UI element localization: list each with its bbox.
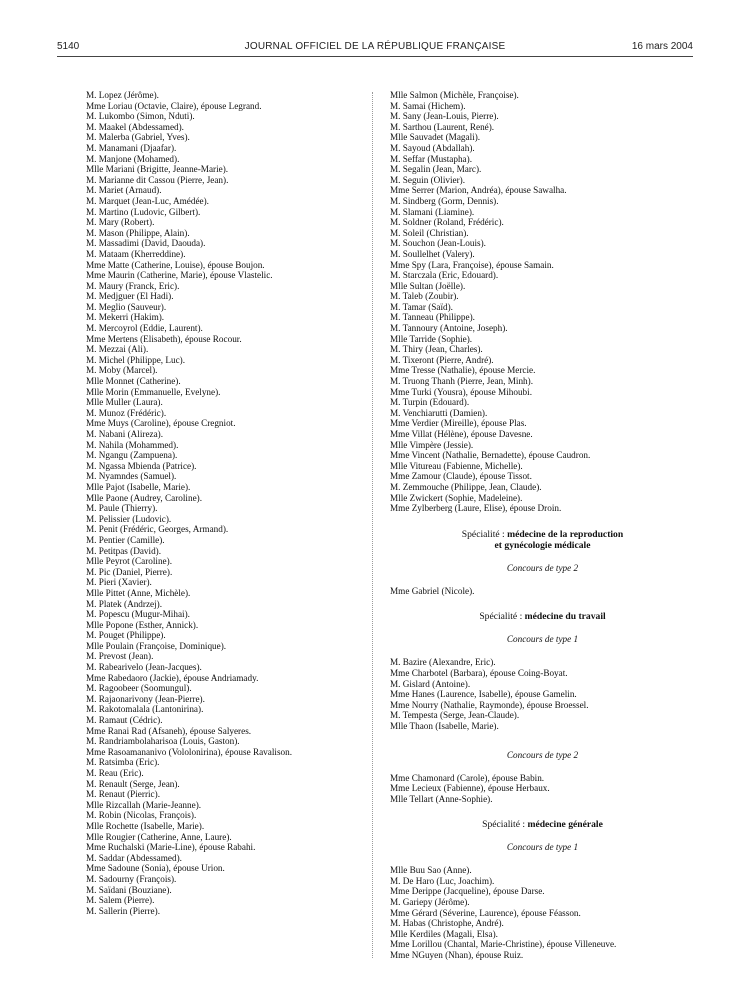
list-item: M. Seffar (Mustapha). bbox=[390, 153, 472, 164]
list-item: Mlle Popone (Esther, Annick). bbox=[86, 619, 199, 630]
list-item: M. Tempesta (Serge, Jean-Claude). bbox=[390, 710, 520, 721]
list-item: M. Malerba (Gabriel, Yves). bbox=[86, 132, 190, 143]
list-item: M. Zemmouche (Philippe, Jean, Claude). bbox=[390, 481, 542, 492]
list-item: M. Platek (Andrzej). bbox=[86, 598, 163, 609]
list-item: M. Taleb (Zoubir). bbox=[390, 291, 459, 302]
list-item: Mme Gabriel (Nicole). bbox=[390, 585, 475, 596]
specialty-heading-reproduction bbox=[390, 529, 695, 540]
list-item: Mlle Sultan (Joëlle). bbox=[390, 280, 466, 291]
list-item: M. Nahila (Mohammed). bbox=[86, 439, 179, 450]
list-item: Mlle Peyrot (Caroline). bbox=[86, 556, 172, 567]
list-item: Mme Vincent (Nathalie, Bernadette), épouse Caudron. bbox=[390, 450, 591, 461]
page-header bbox=[57, 41, 693, 57]
list-item: Mlle Monnet (Catherine). bbox=[86, 376, 181, 387]
list-item: M. Slamani (Liamine). bbox=[390, 206, 475, 217]
concours-type-heading: Concours de type 1 bbox=[506, 634, 579, 645]
right-column bbox=[390, 90, 695, 961]
list-item: Mlle Muller (Laura). bbox=[86, 397, 163, 408]
list-item: Mme Ranai Rad (Afsaneh), épouse Salyeres. bbox=[86, 725, 252, 736]
list-item: M. Pentier (Camille). bbox=[86, 534, 165, 545]
list-item: Mme Loriau (Octavie, Claire), épouse Legrand. bbox=[86, 100, 262, 111]
specialty-heading-reproduction-line2 bbox=[390, 540, 695, 551]
list-item: M. Pouget (Philippe). bbox=[86, 630, 166, 641]
column-divider bbox=[372, 92, 373, 958]
list-item: Mlle Zwickert (Sophie, Madeleine). bbox=[390, 492, 523, 503]
list-item: Mlle Rizcallah (Marie-Jeanne). bbox=[86, 799, 202, 810]
specialty-title: médecine de la reproduction bbox=[507, 528, 624, 540]
list-item: M. Starczala (Eric, Edouard). bbox=[390, 270, 499, 281]
list-item: Mlle Sauvadet (Magali). bbox=[390, 132, 481, 143]
specialty-prefix: Spécialité : bbox=[479, 611, 525, 623]
list-item: M. Mataam (Kherreddine). bbox=[86, 248, 186, 259]
list-item: M. Mekerri (Hakim). bbox=[86, 312, 165, 323]
list-item: Mme Ruchalski (Marie-Line), épouse Rabahi. bbox=[86, 842, 256, 853]
list-item: Mlle Mariani (Brigitte, Jeanne-Marie). bbox=[86, 164, 229, 175]
concours-type-heading: Concours de type 2 bbox=[506, 562, 579, 573]
list-item: M. Massadimi (David, Daouda). bbox=[86, 238, 206, 249]
list-item: M. Gariepy (Jérôme). bbox=[390, 897, 470, 908]
list-item: M. Rabearivelo (Jean-Jacques). bbox=[86, 662, 202, 673]
list-item: M. Medjguer (El Hadi). bbox=[86, 291, 174, 302]
list-item: Mme Zamour (Claude), épouse Tissot. bbox=[390, 471, 532, 482]
concours-type-heading: Concours de type 2 bbox=[506, 749, 579, 760]
list-item: M. Truong Thanh (Pierre, Jean, Minh). bbox=[390, 376, 533, 387]
list-item: Mme Sadoune (Sonia), épouse Urion. bbox=[86, 863, 225, 874]
list-item: M. Tannoury (Antoine, Joseph). bbox=[390, 323, 508, 334]
list-item: Mme Verdier (Mireille), épouse Plas. bbox=[390, 418, 527, 429]
list-item: M. Pelissier (Ludovic). bbox=[86, 513, 172, 524]
list-item: Mlle Rochette (Isabelle, Marie). bbox=[86, 820, 205, 831]
list-item: M. Ngassa Mbienda (Patrice). bbox=[86, 460, 197, 471]
journal-title: JOURNAL OFFICIEL DE LA RÉPUBLIQUE FRANÇAISE bbox=[244, 41, 506, 52]
list-item: Mme NGuyen (Nhan), épouse Ruiz. bbox=[390, 950, 524, 961]
list-item: M. Habas (Christophe, André). bbox=[390, 918, 504, 929]
list-item: M. Ramaut (Cédric). bbox=[86, 715, 163, 726]
list-item: Mlle Vitureau (Fabienne, Michelle). bbox=[390, 460, 523, 471]
list-item: Mlle Tellart (Anne-Sophie). bbox=[390, 793, 493, 804]
list-item: M. Gislard (Antoine). bbox=[390, 678, 471, 689]
list-item: Mlle Paone (Audrey, Caroline). bbox=[86, 492, 203, 503]
list-item: M. Sayoud (Abdallah). bbox=[390, 142, 475, 153]
list-item: M. Venchiarutti (Damien). bbox=[390, 407, 488, 418]
list-item: M. Seguin (Olivier). bbox=[390, 174, 466, 185]
list-item: M. Martino (Ludovic, Gilbert). bbox=[86, 206, 201, 217]
list-item: M. Pic (Daniel, Pierre). bbox=[86, 566, 173, 577]
list-item: M. Lukombo (Simon, Nduti). bbox=[86, 111, 195, 122]
list-item: M. Salem (Pierre). bbox=[86, 895, 155, 906]
specialty-title: médecine générale bbox=[527, 819, 603, 831]
list-item: Mme Lorillou (Chantal, Marie-Christine), épouse Villeneuve. bbox=[390, 939, 617, 950]
list-item: M. Michel (Philippe, Luc). bbox=[86, 354, 186, 365]
list-item: Mme Matte (Catherine, Louise), épouse Boujon. bbox=[86, 259, 265, 270]
list-item: M. Nyamndes (Samuel). bbox=[86, 471, 177, 482]
list-item: M. Petitpas (David). bbox=[86, 545, 162, 556]
specialty-heading-generale bbox=[390, 819, 695, 830]
list-item: M. Mariet (Arnaud). bbox=[86, 185, 162, 196]
list-item: Mme Maurin (Catherine, Marie), épouse Vlastelic. bbox=[86, 270, 273, 281]
right-name-list bbox=[390, 90, 695, 514]
list-item: M. Maakel (Abdessamed). bbox=[86, 121, 184, 132]
list-item: M. Samai (Hichem). bbox=[390, 100, 466, 111]
list-item: M. Mason (Philippe, Alain). bbox=[86, 227, 190, 238]
header-rule bbox=[57, 56, 693, 57]
list-item: M. Soldner (Roland, Frédéric). bbox=[390, 217, 504, 228]
list-item: Mlle Rougier (Catherine, Anne, Laure). bbox=[86, 831, 232, 842]
list-item: M. Prevost (Jean). bbox=[86, 651, 154, 662]
list-item: Mlle Salmon (Michèle, Françoise). bbox=[390, 90, 519, 100]
issue-date: 16 mars 2004 bbox=[631, 41, 693, 52]
list-item: M. Munoz (Frédéric). bbox=[86, 407, 167, 418]
list-item: M. Turpin (Edouard). bbox=[390, 397, 470, 408]
reproduction-name-list bbox=[390, 586, 695, 597]
list-item: M. Saïdani (Bouziane). bbox=[86, 884, 172, 895]
list-item: M. Mercoyrol (Eddie, Laurent). bbox=[86, 323, 203, 334]
list-item: Mlle Buu Sao (Anne). bbox=[390, 865, 472, 876]
list-item: M. Ngangu (Zampuena). bbox=[86, 450, 178, 461]
specialty-title: médecine du travail bbox=[524, 611, 606, 623]
list-item: M. Robin (Nicolas, François). bbox=[86, 810, 197, 821]
list-item: M. Sadourny (François). bbox=[86, 873, 177, 884]
list-item: M. Tanneau (Philippe). bbox=[390, 312, 475, 323]
list-item: M. Soleil (Christian). bbox=[390, 227, 469, 238]
list-item: Mme Nourry (Nathalie, Raymonde), épouse Broessel. bbox=[390, 699, 589, 710]
list-item: M. Pieri (Xavier). bbox=[86, 577, 152, 588]
list-item: M. Penit (Frédéric, Georges, Armand). bbox=[86, 524, 229, 535]
list-item: M. Bazire (Alexandre, Eric). bbox=[390, 657, 496, 668]
list-item: M. Sindberg (Gorm, Dennis). bbox=[390, 195, 499, 206]
list-item: Mme Tresse (Nathalie), épouse Mercie. bbox=[390, 365, 536, 376]
specialty-heading-travail bbox=[390, 611, 695, 622]
list-item: M. Soullelhet (Valery). bbox=[390, 248, 475, 259]
specialty-prefix: Spécialité : bbox=[461, 528, 508, 540]
list-item: Mme Hanes (Laurence, Isabelle), épouse Gamelin. bbox=[390, 689, 577, 700]
list-item: Mlle Thaon (Isabelle, Marie). bbox=[390, 720, 499, 731]
list-item: Mlle Poulain (Françoise, Dominique). bbox=[86, 640, 227, 651]
list-item: M. Manamani (Djaafar). bbox=[86, 142, 177, 153]
list-item: Mme Rasoamananivo (Vololonirina), épouse Ravalison. bbox=[86, 746, 292, 757]
list-item: M. Meglio (Sauveur). bbox=[86, 301, 167, 312]
list-item: M. Souchon (Jean-Louis). bbox=[390, 238, 486, 249]
list-item: Mme Derippe (Jacqueline), épouse Darse. bbox=[390, 886, 545, 897]
list-item: M. Mary (Robert). bbox=[86, 217, 155, 228]
list-item: M. Thiry (Jean, Charles). bbox=[390, 344, 483, 355]
list-item: Mme Rabedaoro (Jackie), épouse Andriamady. bbox=[86, 672, 259, 683]
list-item: M. De Haro (Luc, Joachim). bbox=[390, 875, 495, 886]
list-item: M. Marquet (Jean-Luc, Amédée). bbox=[86, 195, 209, 206]
list-item: Mme Turki (Yousra), épouse Mihoubi. bbox=[390, 386, 532, 397]
specialty-prefix: Spécialité : bbox=[482, 819, 528, 831]
page-number: 5140 bbox=[57, 41, 80, 52]
list-item: Mme Spy (Lara, Françoise), épouse Samain. bbox=[390, 259, 554, 270]
list-item: Mme Zylberberg (Laure, Elise), épouse Droin. bbox=[390, 503, 562, 514]
travail-name-list-type1 bbox=[390, 657, 695, 731]
list-item: Mme Chamonard (Carole), épouse Babin. bbox=[390, 772, 545, 783]
list-item: M. Ragoobeer (Soomungul). bbox=[86, 683, 192, 694]
list-item: Mme Gérard (Séverine, Laurence), épouse Féasson. bbox=[390, 907, 581, 918]
list-item: Mlle Pittet (Anne, Michèle). bbox=[86, 587, 191, 598]
list-item: Mme Lecieux (Fabienne), épouse Herbaux. bbox=[390, 783, 550, 794]
list-item: M. Rajaonarivony (Jean-Pierre). bbox=[86, 693, 205, 704]
list-item: Mme Mertens (Elisabeth), épouse Rocour. bbox=[86, 333, 242, 344]
list-item: M. Nabani (Alireza). bbox=[86, 429, 164, 439]
list-item: Mme Charbotel (Barbara), épouse Coing-Boyat. bbox=[390, 667, 568, 678]
list-item: M. Popescu (Mugur-Mihai). bbox=[86, 609, 190, 620]
list-item: M. Sarthou (Laurent, René). bbox=[390, 121, 495, 132]
list-item: Mlle Morin (Emmanuelle, Evelyne). bbox=[86, 386, 221, 397]
list-item: M. Randriambolaharisoa (Louis, Gaston). bbox=[86, 736, 240, 747]
travail-name-list-type2 bbox=[390, 773, 695, 805]
list-item: Mlle Vimpère (Jessie). bbox=[390, 439, 474, 450]
list-item: M. Renault (Serge, Jean). bbox=[86, 778, 180, 789]
list-item: Mme Villat (Hélène), épouse Davesne. bbox=[390, 429, 533, 439]
concours-type-heading: Concours de type 1 bbox=[506, 842, 579, 853]
list-item: Mlle Kerdiles (Magali, Elsa). bbox=[390, 928, 498, 939]
list-item: M. Saddar (Abdessamed). bbox=[86, 852, 182, 863]
list-item: M. Paule (Thierry). bbox=[86, 503, 158, 514]
list-item: M. Sany (Jean-Louis, Pierre). bbox=[390, 111, 499, 122]
list-item: M. Maury (Franck, Eric). bbox=[86, 280, 180, 291]
list-item: M. Sallerin (Pierre). bbox=[86, 905, 160, 916]
list-item: Mlle Pajot (Isabelle, Marie). bbox=[86, 481, 191, 492]
list-item: M. Tixeront (Pierre, André). bbox=[390, 354, 494, 365]
list-item: Mlle Tarride (Sophie). bbox=[390, 333, 473, 344]
list-item: M. Tamar (Saïd). bbox=[390, 301, 453, 312]
list-item: M. Renaut (Pierric). bbox=[86, 789, 160, 800]
list-item: M. Rakotomalala (Lantonirina). bbox=[86, 704, 204, 715]
specialty-title-line2: et gynécologie médicale bbox=[494, 539, 591, 551]
list-item: M. Segalin (Jean, Marc). bbox=[390, 164, 482, 175]
list-item: Mme Muys (Caroline), épouse Cregniot. bbox=[86, 418, 236, 429]
list-item: M. Reau (Eric). bbox=[86, 768, 144, 778]
list-item: M. Manjone (Mohamed). bbox=[86, 153, 180, 164]
list-item: M. Mezzai (Ali). bbox=[86, 344, 149, 355]
list-item: M. Moby (Marcel). bbox=[86, 365, 158, 376]
left-column bbox=[86, 90, 368, 916]
list-item: M. Ratsimba (Eric). bbox=[86, 757, 160, 768]
list-item: M. Marianne dit Cassou (Pierre, Jean). bbox=[86, 174, 229, 185]
generale-name-list bbox=[390, 865, 695, 960]
list-item: Mme Serrer (Marion, Andréa), épouse Sawalha. bbox=[390, 185, 567, 196]
list-item: M. Lopez (Jérôme). bbox=[86, 90, 159, 100]
